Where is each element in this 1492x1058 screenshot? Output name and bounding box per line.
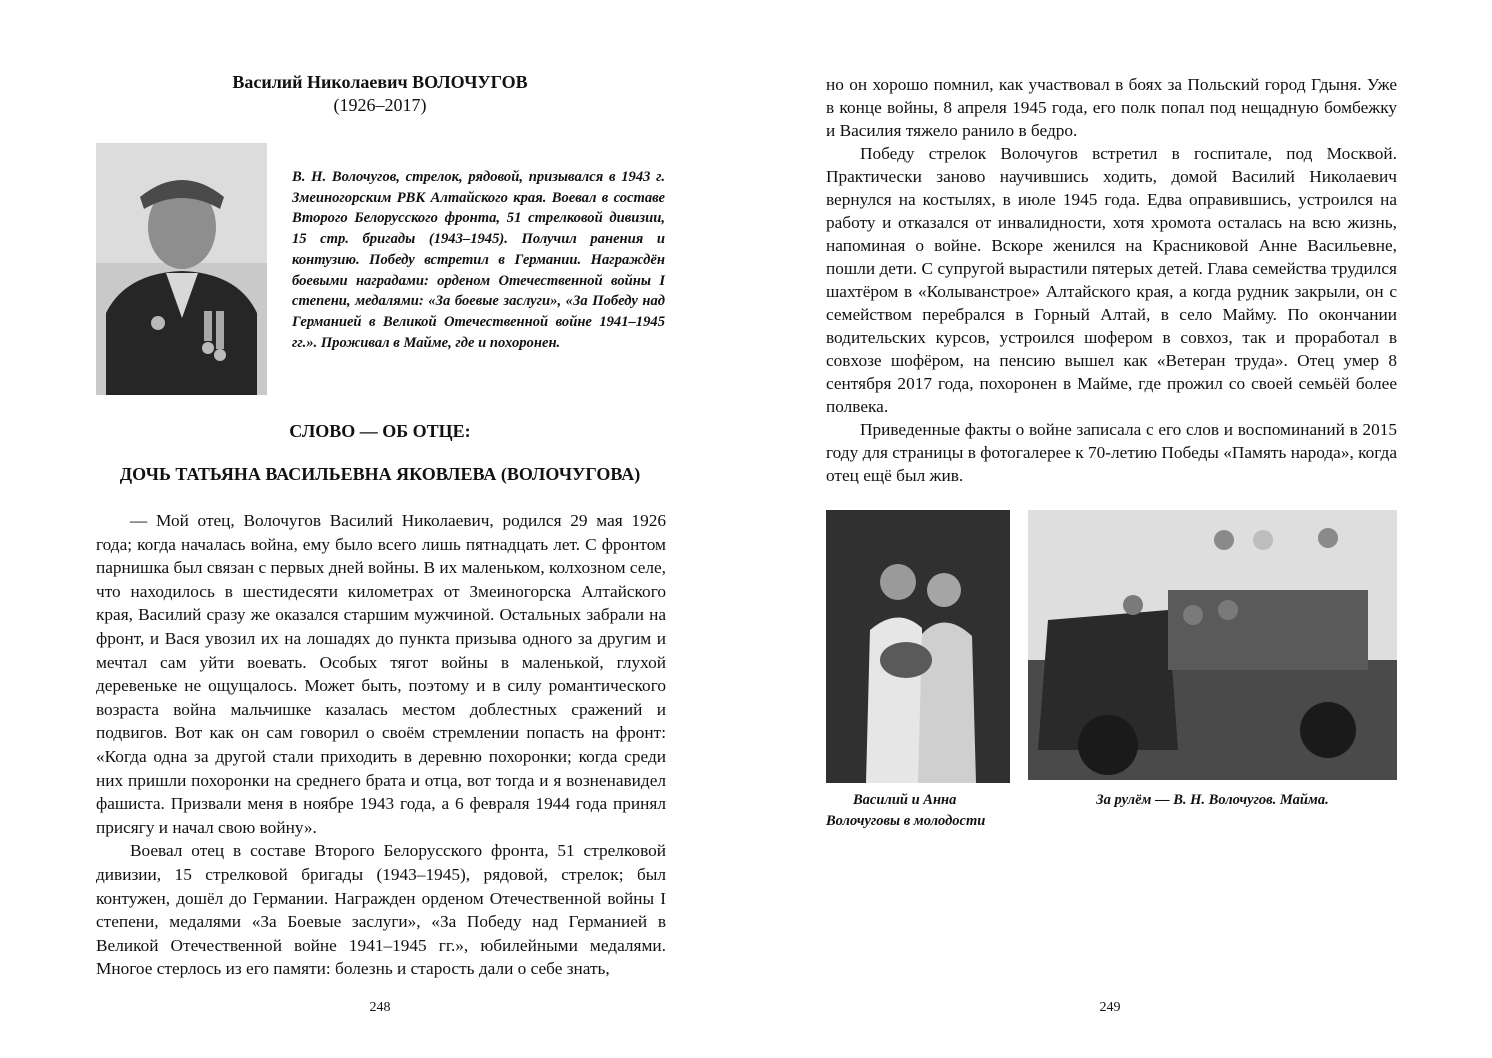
article-body-right — [826, 73, 1397, 487]
couple-caption-text: Василий и Анна Волочуговы в молодости — [826, 792, 986, 829]
author-name: Василий Николаевич ВОЛОЧУГОВ — [232, 72, 528, 92]
section-title: СЛОВО — ОБ ОТЦЕ: — [289, 421, 471, 441]
page-number: 248 — [369, 1000, 391, 1015]
truck-photo — [1028, 510, 1397, 780]
couple-caption — [826, 790, 1016, 832]
couple-photo — [826, 510, 1010, 783]
paragraph: Воевал отец в составе Второго Белорусского фронта, 51 стрелковой дивизии, 15 стрелковой бригады (1943–1945), рядовой, стрелок; был контужен, дошёл до Германии. Награжден орденом Отечественной войны I степени, медалями «За Боевые заслуги», «За Победу над Германией в Великой Отечественной войне 1941–1945 гг.», юбилейными медалями. Многое стерлось из его памяти: болезнь и старость дали о себе знать, — [96, 841, 666, 979]
truck-caption: За рулём — В. Н. Волочугов. Майма. — [1096, 792, 1329, 808]
section-subtitle: ДОЧЬ ТАТЬЯНА ВАСИЛЬЕВНА ЯКОВЛЕВА (ВОЛОЧУГОВА) — [119, 464, 641, 484]
bio-text: В. Н. Волочугов, стрелок, рядовой, призывался в 1943 г. Змеиногорским РВК Алтайского края. Воевал в составе Второго Белорусского фронта, 51 стрелковой дивизии, 15 стр. бригады (1943–1945). Получил ранения и контузию. Победу встретил в Германии. Награждён боевыми наградами: орденом Отечественной войны I степени, медалями: «За боевые заслуги», «За Победу над Германией в Великой Отечественной войне 1941–1945 гг.». Проживал в Майме, где и похоронен. — [292, 169, 665, 351]
paragraph: Победу стрелок Волочугов встретил в госпитале, под Москвой. Практически заново научившись ходить, домой Василий Николаевич вернулся на костылях, в июле 1945 года. Едва оправившись, устроился на работу и отказался от инвалидности, хотя хромота осталась на всю жизнь, напоминая о войне. Вскоре женился на Красниковой Анне Васильевне, пошли дети. С супругой вырастили пятерых детей. Глава семейства трудился шахтёром в «Колыванстрое» Алтайского края, а когда рудник закрыли, он с семейством перебрался в Горный Алтай, в село Майму. По окончании водительских курсов, устроился шофером в совхоз, так и проработал в совхозе шофёром, на пенсию вышел как «Ветеран труда». Отец умер 8 сентября 2017 года, похоронен в Майме, где прожил со своей семьёй более полвека. — [826, 144, 1397, 416]
author-dates: (1926–2017) — [333, 95, 427, 115]
portrait-photo — [96, 143, 267, 395]
article-body-left — [96, 509, 666, 981]
paragraph: — Мой отец, Волочугов Василий Николаевич, родился 29 мая 1926 года; когда началась война, ему было всего лишь пятнадцать лет. С фронтом парнишка был связан с первых дней войны. В их маленьком, колхозном селе, что находилось в шестидесяти километрах от Змеиногорска Алтайского края, Василий сразу же оказался старшим мужчиной. Остальных забрали на фронт, и Вася увозил их на лошадях до пункта призыва одного за другим и мечтал сам уйти воевать. Особых тягот войны в маленькой, глухой деревеньке не ощущалось. Может быть, поэтому и в силу романтического возраста война мальчишке казалась местом доблестных сражений и подвигов. Вот как он сам говорил о своём стремлении попасть на фронт: «Когда одна за другой стали приходить в деревню похоронки; когда среди них пришли похоронки на среднего брата и отца, вот тогда и я возненавидел фашиста. Призвали меня в ноябре 1943 года, а 6 февраля 1944 года принял присягу и начал свою войну». — [96, 511, 666, 837]
paragraph: Приведенные факты о войне записала с его слов и воспоминаний в 2015 году для страницы в фотогалерее к 70-летию Победы «Память народа», когда отец ещё был жив. — [826, 420, 1397, 485]
paragraph: но он хорошо помнил, как участвовал в боях за Польский город Гдыня. Уже в конце войны, 8 апреля 1945 года, его полк попал под нещадную бомбежку и Василия тяжело ранило в бедро. — [826, 75, 1397, 140]
page-number: 249 — [1099, 1000, 1121, 1015]
